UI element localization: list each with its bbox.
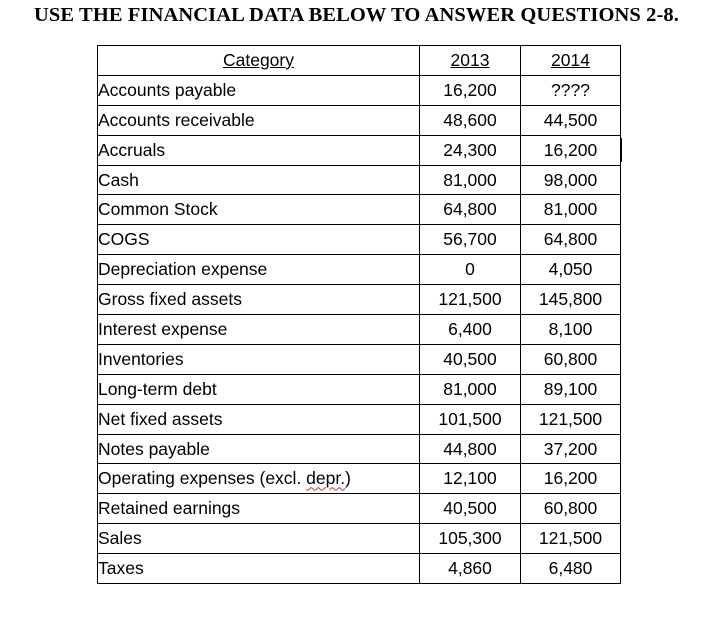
row-category: Interest expense (98, 315, 420, 345)
row-2013-value: 40,500 (420, 344, 521, 374)
table-row (98, 195, 621, 225)
row-category: Sales (98, 524, 420, 554)
row-2013-value: 16,200 (420, 75, 521, 105)
table-row (98, 494, 621, 524)
table-row (98, 404, 621, 434)
row-category: Accounts payable (98, 75, 420, 105)
row-2014-value: 89,100 (521, 374, 621, 404)
row-2014-value: 81,000 (521, 195, 621, 225)
row-2013-value: 48,600 (420, 105, 521, 135)
row-category: Operating expenses (excl. depr.) (98, 464, 420, 494)
row-2014-value: 16,200 (521, 464, 621, 494)
table-row (98, 105, 621, 135)
row-2013-value: 40,500 (420, 494, 521, 524)
row-2014-value: 60,800 (521, 344, 621, 374)
row-2014-value: 16,200 (521, 135, 621, 165)
row-category: Inventories (98, 344, 420, 374)
row-2013-value: 64,800 (420, 195, 521, 225)
row-2013-value: 81,000 (420, 374, 521, 404)
row-2014-value: 64,800 (521, 225, 621, 255)
row-2013-value: 56,700 (420, 225, 521, 255)
table-row (98, 135, 621, 165)
row-category: Accounts receivable (98, 105, 420, 135)
row-2013-value: 101,500 (420, 404, 521, 434)
row-2013-value: 0 (420, 255, 521, 285)
row-2014-value: 6,480 (521, 554, 621, 584)
row-2014-value: 37,200 (521, 434, 621, 464)
row-2013-value: 12,100 (420, 464, 521, 494)
table-row (98, 554, 621, 584)
row-category: Retained earnings (98, 494, 420, 524)
header-2013: 2013 (420, 46, 521, 76)
row-2014-value: ???? (521, 75, 621, 105)
table-row (98, 374, 621, 404)
table-row (98, 75, 621, 105)
table-row (98, 524, 621, 554)
row-category: Depreciation expense (98, 255, 420, 285)
row-2014-value: 145,800 (521, 285, 621, 315)
table-row (98, 255, 621, 285)
row-2013-value: 6,400 (420, 315, 521, 345)
page-heading: USE THE FINANCIAL DATA BELOW TO ANSWER QUESTIONS 2-8. (34, 4, 679, 26)
row-category: Notes payable (98, 434, 420, 464)
financial-data-table (97, 45, 621, 584)
row-category: Accruals (98, 135, 420, 165)
row-category: COGS (98, 225, 420, 255)
row-2013-value: 105,300 (420, 524, 521, 554)
header-category: Category (98, 46, 420, 76)
row-category: Cash (98, 165, 420, 195)
table-row (98, 315, 621, 345)
table-row (98, 344, 621, 374)
row-2013-value: 121,500 (420, 285, 521, 315)
row-2013-value: 81,000 (420, 165, 521, 195)
row-category: Net fixed assets (98, 404, 420, 434)
row-2013-value: 44,800 (420, 434, 521, 464)
text-cursor (621, 138, 622, 162)
row-2014-value: 44,500 (521, 105, 621, 135)
row-category: Common Stock (98, 195, 420, 225)
table-row (98, 285, 621, 315)
row-category: Taxes (98, 554, 420, 584)
row-2014-value: 4,050 (521, 255, 621, 285)
row-category: Long-term debt (98, 374, 420, 404)
table-header-row (98, 46, 621, 76)
row-2014-value: 121,500 (521, 404, 621, 434)
header-2014: 2014 (521, 46, 621, 76)
row-2014-value: 60,800 (521, 494, 621, 524)
row-2013-value: 24,300 (420, 135, 521, 165)
table-row (98, 165, 621, 195)
row-2013-value: 4,860 (420, 554, 521, 584)
row-2014-value: 121,500 (521, 524, 621, 554)
table-row (98, 225, 621, 255)
table-row (98, 464, 621, 494)
row-category: Gross fixed assets (98, 285, 420, 315)
table-row (98, 434, 621, 464)
row-2014-value: 98,000 (521, 165, 621, 195)
spellcheck-flagged-word: depr. (306, 468, 346, 489)
row-2014-value: 8,100 (521, 315, 621, 345)
